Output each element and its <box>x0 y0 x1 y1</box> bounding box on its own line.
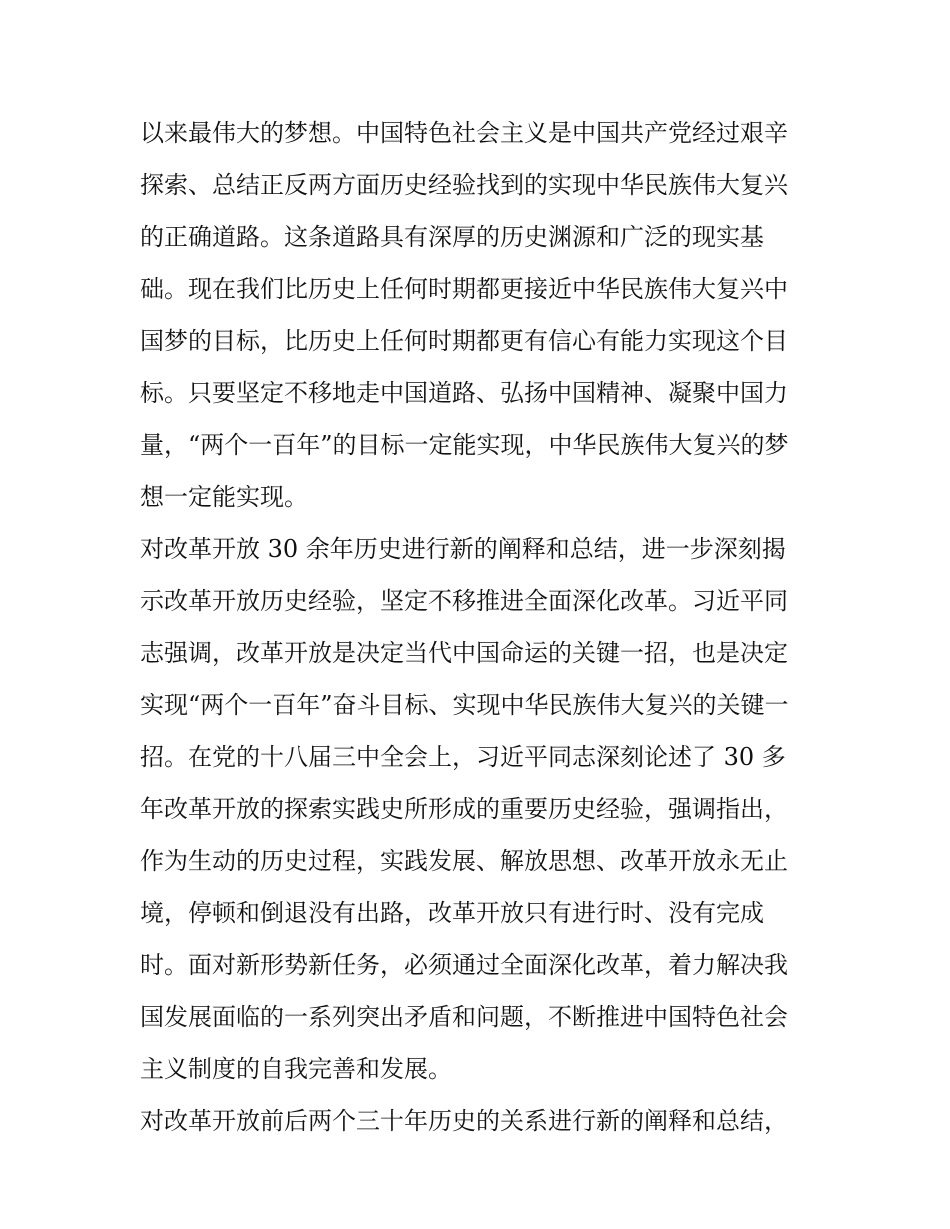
text-line: 对改革开放 30 余年历史进行新的阐释和总结，进一步深刻揭 <box>140 535 786 563</box>
text-line: 招。在党的十八届三中全会上，习近平同志深刻论述了 30 多 <box>140 743 786 771</box>
text-line: 量，“两个一百年”的目标一定能实现，中华民族伟大复兴的梦 <box>140 431 789 459</box>
text-line: 国发展面临的一系列突出矛盾和问题，不断推进中国特色社会 <box>140 1003 788 1031</box>
text-line: 想一定能实现。 <box>140 483 308 511</box>
text-line: 境，停顿和倒退没有出路，改革开放只有进行时、没有完成 <box>140 899 764 927</box>
text-line: 探索、总结正反两方面历史经验找到的实现中华民族伟大复兴 <box>140 171 788 199</box>
text-line: 的正确道路。这条道路具有深厚的历史渊源和广泛的现实基 <box>140 223 764 251</box>
text-line: 主义制度的自我完善和发展。 <box>140 1055 452 1083</box>
text-line: 础。现在我们比历史上任何时期都更接近中华民族伟大复兴中 <box>140 275 788 303</box>
text-line: 示改革开放历史经验，坚定不移推进全面深化改革。习近平同 <box>140 587 788 615</box>
text-line: 作为生动的历史过程，实践发展、解放思想、改革开放永无止 <box>140 847 788 875</box>
text-line: 实现“两个一百年”奋斗目标、实现中华民族伟大复兴的关键一 <box>140 691 789 719</box>
text-line: 以来最伟大的梦想。中国特色社会主义是中国共产党经过艰辛 <box>140 119 788 147</box>
paragraph <box>140 523 820 1095</box>
paragraph <box>140 1095 820 1147</box>
paragraph <box>140 107 820 523</box>
text-line: 对改革开放前后两个三十年历史的关系进行新的阐释和总结， <box>140 1107 788 1135</box>
text-line: 国梦的目标，比历史上任何时期都更有信心有能力实现这个目 <box>140 327 788 355</box>
text-line: 志强调，改革开放是决定当代中国命运的关键一招，也是决定 <box>140 639 788 667</box>
text-line: 标。只要坚定不移地走中国道路、弘扬中国精神、凝聚中国力 <box>140 379 788 407</box>
text-line: 年改革开放的探索实践史所形成的重要历史经验，强调指出， <box>140 795 788 823</box>
document-body <box>140 107 820 1147</box>
text-line: 时。面对新形势新任务，必须通过全面深化改革，着力解决我 <box>140 951 788 979</box>
